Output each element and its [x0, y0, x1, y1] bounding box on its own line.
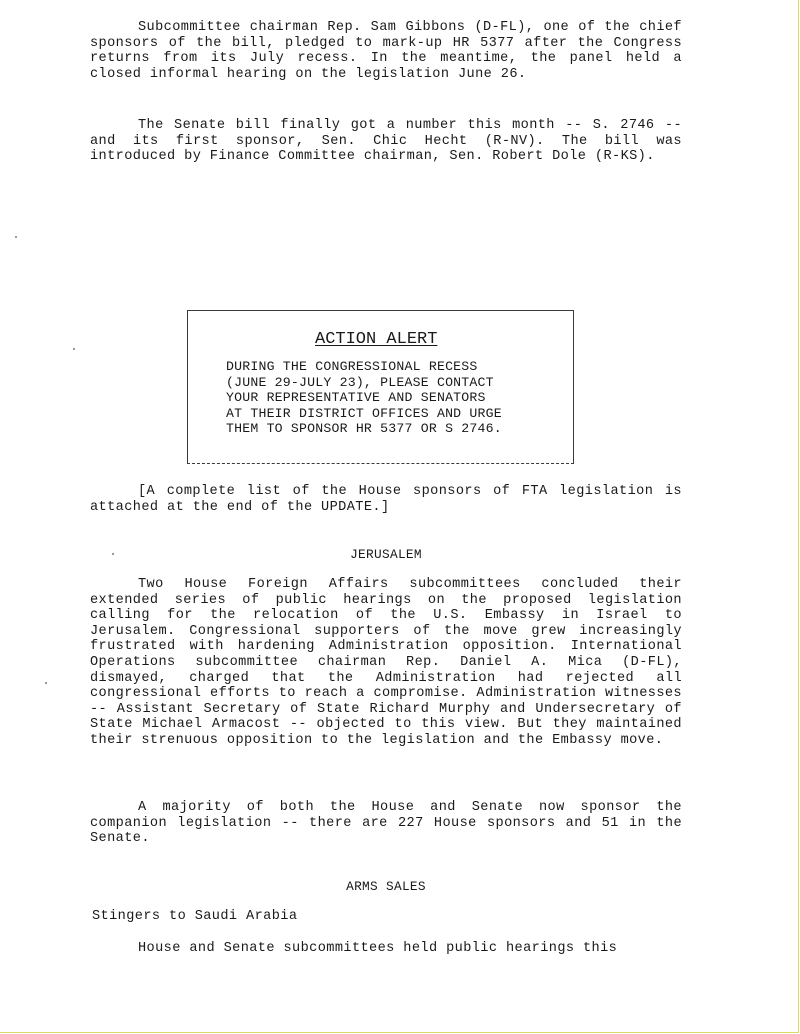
scan-speck: [73, 348, 75, 350]
section-heading-jerusalem: JERUSALEM: [350, 547, 422, 562]
paragraph-jerusalem-sponsors: A majority of both the House and Senate now sponsor the companion legislation -- there are 227 House sponsors and 51 in the Senate.: [90, 800, 682, 847]
paragraph-jerusalem-hearings: Two House Foreign Affairs subcommittees concluded their extended series of public hearings on the proposed legislation calling for the relocation of the U.S. Embassy in Israel to Jerusalem. Congressional supporters of the move grew increasingly frustrated with hardening Administration opposition. International Operations subcommittee chairman Rep. Daniel A. Mica (D-FL), dismayed, charged that the Administration had rejected all congressional efforts to reach a compromise. Administration witnesses -- Assistant Secretary of State Richard Murphy and Undersecretary of State Michael Armacost -- objected to this view. But they maintained their strenuous opposition to the legislation and the Embassy move.: [90, 577, 682, 748]
action-alert-title: ACTION ALERT: [315, 330, 438, 349]
sponsors-list-note: [A complete list of the House sponsors of FTA legislation is attached at the end of the UPDATE.]: [90, 484, 682, 515]
action-alert-box: [187, 310, 574, 464]
paragraph-senate-bill: The Senate bill finally got a number this month -- S. 2746 -- and its first sponsor, Sen. Chic Hecht (R-NV). The bill was introduced by Finance Committee chairman, Sen. Robert Dole (R-KS).: [90, 118, 682, 165]
paragraph-arms-hearings: House and Senate subcommittees held public hearings this: [138, 941, 618, 956]
section-heading-arms-sales: ARMS SALES: [346, 879, 426, 894]
subheading-stingers: Stingers to Saudi Arabia: [92, 909, 298, 924]
scan-speck: [15, 236, 17, 238]
scan-speck: [112, 553, 114, 555]
scan-speck: [45, 682, 47, 684]
paragraph-gibbons-markup: Subcommittee chairman Rep. Sam Gibbons (D-FL), one of the chief sponsors of the bill, pledged to mark-up HR 5377 after the Congress returns from its July recess. In the meantime, the panel held a closed informal hearing on the legislation June 26.: [90, 20, 682, 82]
action-alert-body: DURING THE CONGRESSIONAL RECESS (JUNE 29-JULY 23), PLEASE CONTACT YOUR REPRESENTATIVE AND SENATORS AT THEIR DISTRICT OFFICES AND URGE THEM TO SPONSOR HR 5377 OR S 2746.: [226, 359, 502, 437]
